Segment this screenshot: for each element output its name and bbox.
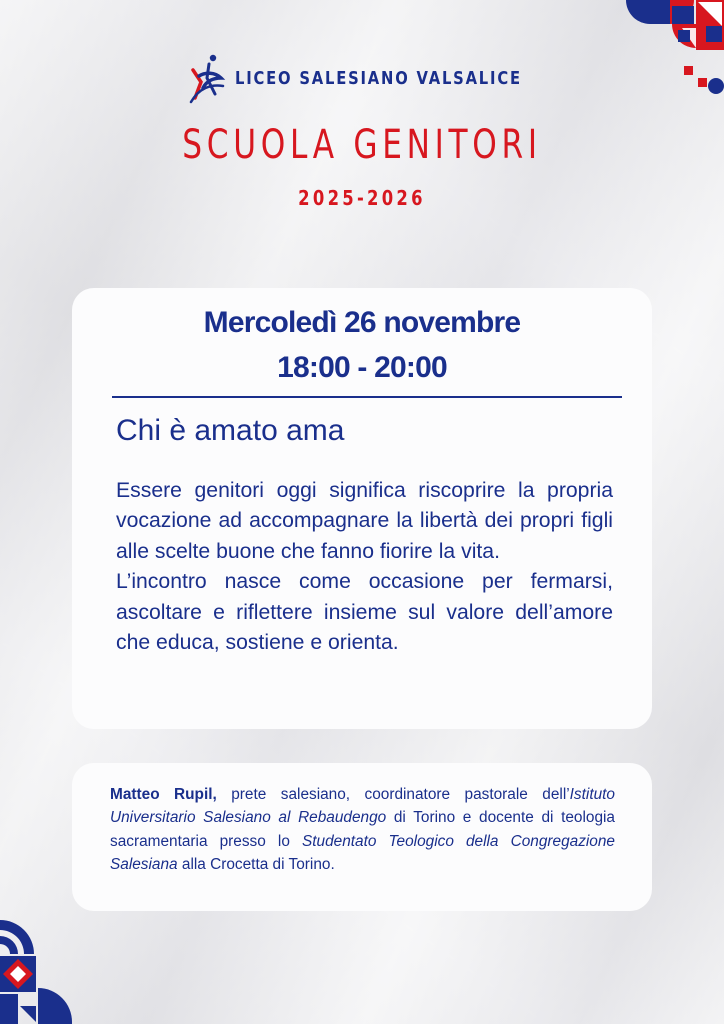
divider (112, 396, 622, 398)
school-years: 2025-2026 (298, 186, 426, 210)
event-date: Mercoledì 26 novembre (203, 306, 521, 339)
institute-name: Istituto Universitario Salesiano al Rebaudengo (110, 786, 615, 827)
logo-mark-icon (185, 48, 229, 108)
speaker-bio (110, 783, 615, 877)
decorative-shapes-bottom-left-icon (0, 916, 74, 1024)
event-time: 18:00 - 20:00 (277, 351, 447, 384)
speaker-bio-text: alla Crocetta di Torino. (177, 856, 335, 874)
school-name: LICEO SALESIANO VALSALICE (235, 67, 522, 89)
description-paragraph: Essere genitori oggi significa riscoprire la propria vocazione ad accompagnare la libertà dei propri figli alle scelte buone che fanno fiorire la vita. (116, 479, 613, 563)
speaker-card (72, 763, 652, 911)
studentato-name: Studentato Teologico della Congregazione Salesiana (110, 832, 615, 874)
event-card (72, 288, 652, 729)
event-topic: Chi è amato ama (116, 414, 345, 447)
decorative-shapes-top-right-icon (622, 0, 724, 96)
page-title: SCUOLA GENITORI (182, 122, 542, 168)
speaker-bio-text: di Torino e docente di teologia sacramentaria presso lo (110, 809, 615, 850)
speaker-bio-text: prete salesiano, coordinatore pastorale dell’ (216, 786, 570, 803)
event-description (116, 476, 613, 658)
description-paragraph: L’incontro nasce come occasione per fermarsi, ascoltare e riflettere insieme sul valore dell’amore che educa, sostiene e orienta. (116, 570, 613, 655)
school-logo (185, 48, 585, 108)
speaker-name: Matteo Rupil, (110, 786, 217, 803)
